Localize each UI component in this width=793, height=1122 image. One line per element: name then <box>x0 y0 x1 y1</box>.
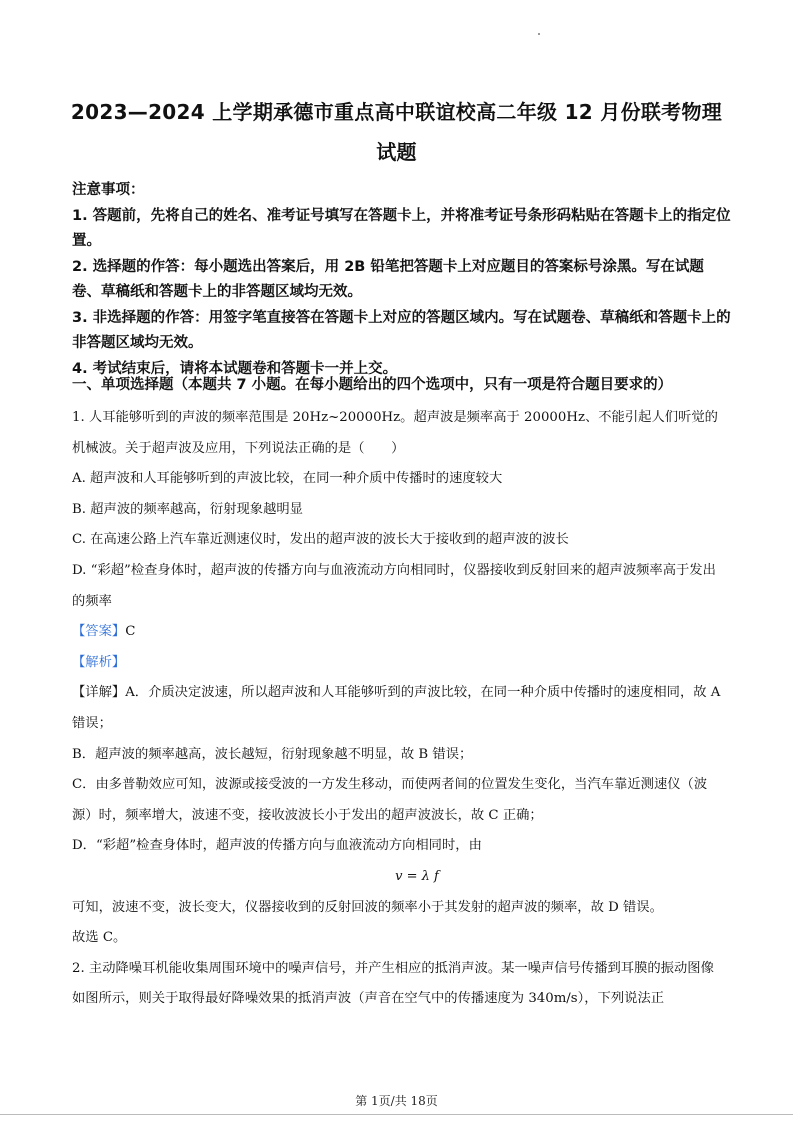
answer-tag: 【答案】 <box>72 624 126 640</box>
q2-stem: 2. 主动降噪耳机能收集周围环境中的噪声信号，并产生相应的抵消声波。某一噪声信号传播到耳膜的振动图像如图所示，则关于取得最好降噪效果的抵消声波（声音在空气中的传播速度为 340m/s），下列说法正 <box>72 960 714 1007</box>
q1-option-a: A. 超声波和人耳能够听到的声波比较，在同一种介质中传播时的速度较大 <box>72 471 503 487</box>
q1-option-c: C. 在高速公路上汽车靠近测速仪时，发出的超声波的波长大于接收到的超声波的波长 <box>72 532 569 548</box>
page-title-line1: 2023—2024 上学期承德市重点高中联谊校高二年级 12 月份联考物理 <box>70 100 723 124</box>
formula: v = λ f <box>395 868 439 884</box>
conclusion: 故选 C。 <box>72 930 127 946</box>
notice-block <box>72 178 732 382</box>
question-body <box>72 403 722 1015</box>
notice-item: 1. 答题前，先将自己的姓名、准考证号填写在答题卡上，并将准考证号条形码粘贴在答题卡上的指定位置。 <box>72 207 731 249</box>
detail-c: C．由多普勒效应可知，波源或接受波的一方发生移动，而使两者间的位置发生变化，当汽车靠近测速仪（波源）时，频率增大，波速不变，接收波波长小于发出的超声波波长，故 C 正确； <box>72 777 708 823</box>
notice-item: 4. 考试结束后，请将本试题卷和答题卡一并上交。 <box>72 360 398 377</box>
page-number: 第 1页/共 18页 <box>355 1094 438 1108</box>
q1-option-d: D. “彩超”检查身体时，超声波的传播方向与血液流动方向相同时，仪器接收到反射回来的超声波频率高于发出的频率 <box>72 562 716 609</box>
detail-tag: 【详解】 <box>72 685 126 701</box>
notice-heading: 注意事项： <box>72 182 145 198</box>
detail-d2: 可知，波速不变，波长变大，仪器接收到的反射回波的频率小于其发射的超声波的频率，故 D 错误。 <box>72 899 663 915</box>
q1-stem: 1. 人耳能够听到的声波的频率范围是 20Hz~20000Hz。超声波是频率高于 20000Hz、不能引起人们听觉的机械波。关于超声波及应用，下列说法正确的是（ ） <box>72 410 718 456</box>
q1-option-b: B. 超声波的频率越高，衍射现象越明显 <box>72 501 303 517</box>
detail-b: B．超声波的频率越高，波长越短，衍射现象越不明显，故 B 错误； <box>72 746 473 762</box>
notice-item: 3. 非选择题的作答：用签字笔直接答在答题卡上对应的答题区域内。写在试题卷、草稿纸和答题卡上的非答题区域均无效。 <box>72 309 731 351</box>
detail-d: D．“彩超”检查身体时，超声波的传播方向与血液流动方向相同时，由 <box>72 838 482 854</box>
notice-item: 2. 选择题的作答：每小题选出答案后，用 2B 铅笔把答题卡上对应题目的答案标号涂黑。写在试题卷、草稿纸和答题卡上的非答题区域均无效。 <box>72 258 704 300</box>
section-heading: 一、单项选择题（本题共 7 小题。在每小题给出的四个选项中，只有一项是符合题目要求的） <box>72 377 673 393</box>
q1-answer-line <box>72 617 722 648</box>
answer-value: C <box>125 624 136 640</box>
detail-a-text: A．介质决定波速，所以超声波和人耳能够听到的声波比较，在同一种介质中传播时的速度相同，故 A 错误； <box>72 685 721 731</box>
page-title-line2: 试题 <box>376 140 417 164</box>
bottom-rule <box>0 1114 793 1115</box>
analysis-tag: 【解析】 <box>72 654 126 670</box>
scan-dot <box>538 33 540 35</box>
detail-a <box>72 678 722 739</box>
